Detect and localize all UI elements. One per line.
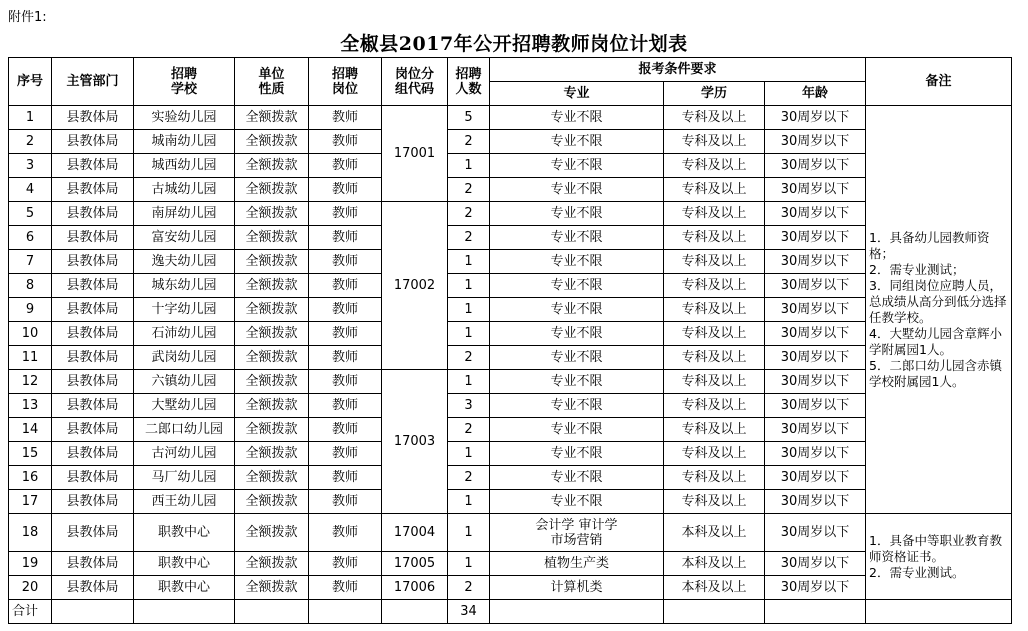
count-cell: 1 <box>448 274 490 298</box>
seq-cell: 12 <box>9 370 52 394</box>
count-cell: 1 <box>448 552 490 576</box>
school-cell: 城南幼儿园 <box>134 130 235 154</box>
school-cell: 职教中心 <box>134 552 235 576</box>
unit-type-cell: 全额拨款 <box>235 154 309 178</box>
age-cell: 30周岁以下 <box>765 418 866 442</box>
education-cell: 专科及以上 <box>664 322 765 346</box>
dept-cell: 县教体局 <box>52 298 134 322</box>
header-position: 招聘 岗位 <box>309 58 382 106</box>
dept-cell: 县教体局 <box>52 576 134 600</box>
age-cell: 30周岁以下 <box>765 226 866 250</box>
header-education: 学历 <box>664 82 765 106</box>
school-cell: 古河幼儿园 <box>134 442 235 466</box>
education-cell: 专科及以上 <box>664 490 765 514</box>
major-cell: 专业不限 <box>490 346 664 370</box>
age-cell: 30周岁以下 <box>765 130 866 154</box>
major-cell: 会计学 审计学 市场营销 <box>490 514 664 552</box>
unit-type-cell: 全额拨款 <box>235 274 309 298</box>
table-row <box>9 298 1012 322</box>
remark-line: 2．需专业测试； <box>869 261 965 277</box>
remark-line: 4．大墅幼儿园含章辉小学附属园1人。 <box>869 325 1002 357</box>
count-cell: 1 <box>448 154 490 178</box>
remark-line: 1．具备幼儿园教师资格； <box>869 229 990 261</box>
education-cell: 本科及以上 <box>664 514 765 552</box>
seq-cell: 15 <box>9 442 52 466</box>
dept-cell: 县教体局 <box>52 370 134 394</box>
education-cell: 本科及以上 <box>664 576 765 600</box>
count-cell: 3 <box>448 394 490 418</box>
remark-line: 2．需专业测试。 <box>869 564 965 580</box>
unit-type-cell: 全额拨款 <box>235 466 309 490</box>
seq-cell: 18 <box>9 514 52 552</box>
position-cell: 教师 <box>309 490 382 514</box>
seq-cell: 11 <box>9 346 52 370</box>
major-cell: 计算机类 <box>490 576 664 600</box>
unit-type-cell: 全额拨款 <box>235 202 309 226</box>
header-remarks: 备注 <box>866 58 1012 106</box>
header-count: 招聘 人数 <box>448 58 490 106</box>
seq-cell: 20 <box>9 576 52 600</box>
major-cell: 专业不限 <box>490 154 664 178</box>
table-row <box>9 202 1012 226</box>
school-cell: 职教中心 <box>134 514 235 552</box>
major-cell: 专业不限 <box>490 298 664 322</box>
empty-cell <box>52 600 134 624</box>
age-cell: 30周岁以下 <box>765 442 866 466</box>
school-cell: 大墅幼儿园 <box>134 394 235 418</box>
major-cell: 专业不限 <box>490 466 664 490</box>
recruitment-plan-table <box>8 57 1012 624</box>
position-cell: 教师 <box>309 418 382 442</box>
count-cell: 2 <box>448 130 490 154</box>
age-cell: 30周岁以下 <box>765 274 866 298</box>
age-cell: 30周岁以下 <box>765 346 866 370</box>
table-row <box>9 370 1012 394</box>
unit-type-cell: 全额拨款 <box>235 552 309 576</box>
remarks-vocational-cell <box>866 514 1012 600</box>
position-cell: 教师 <box>309 514 382 552</box>
count-cell: 1 <box>448 514 490 552</box>
age-cell: 30周岁以下 <box>765 178 866 202</box>
empty-cell <box>866 600 1012 624</box>
count-cell: 1 <box>448 298 490 322</box>
dept-cell: 县教体局 <box>52 274 134 298</box>
position-cell: 教师 <box>309 298 382 322</box>
unit-type-cell: 全额拨款 <box>235 106 309 130</box>
major-cell: 专业不限 <box>490 178 664 202</box>
remark-line: 3．同组岗位应聘人员，总成绩从高分到低分选择任教学校。 <box>869 277 1007 325</box>
unit-type-cell: 全额拨款 <box>235 442 309 466</box>
major-cell: 植物生产类 <box>490 552 664 576</box>
table-body <box>9 106 1012 624</box>
group-code-cell: 17002 <box>382 202 448 370</box>
attachment-label: 附件1: <box>8 10 47 25</box>
age-cell: 30周岁以下 <box>765 322 866 346</box>
education-cell: 本科及以上 <box>664 552 765 576</box>
position-cell: 教师 <box>309 466 382 490</box>
seq-cell: 1 <box>9 106 52 130</box>
header-dept: 主管部门 <box>52 58 134 106</box>
education-cell: 专科及以上 <box>664 202 765 226</box>
page-title: 全椒县2017年公开招聘教师岗位计划表 <box>340 33 688 55</box>
dept-cell: 县教体局 <box>52 226 134 250</box>
unit-type-cell: 全额拨款 <box>235 514 309 552</box>
dept-cell: 县教体局 <box>52 552 134 576</box>
total-row <box>9 600 1012 624</box>
seq-cell: 13 <box>9 394 52 418</box>
school-cell: 古城幼儿园 <box>134 178 235 202</box>
major-cell: 专业不限 <box>490 322 664 346</box>
count-cell: 1 <box>448 322 490 346</box>
position-cell: 教师 <box>309 370 382 394</box>
table-row <box>9 130 1012 154</box>
count-cell: 2 <box>448 466 490 490</box>
unit-type-cell: 全额拨款 <box>235 394 309 418</box>
seq-cell: 16 <box>9 466 52 490</box>
age-cell: 30周岁以下 <box>765 394 866 418</box>
count-cell: 1 <box>448 250 490 274</box>
table-row <box>9 274 1012 298</box>
table-row <box>9 552 1012 576</box>
unit-type-cell: 全额拨款 <box>235 130 309 154</box>
seq-cell: 17 <box>9 490 52 514</box>
education-cell: 专科及以上 <box>664 466 765 490</box>
school-cell: 南屏幼儿园 <box>134 202 235 226</box>
dept-cell: 县教体局 <box>52 466 134 490</box>
major-cell: 专业不限 <box>490 250 664 274</box>
count-cell: 2 <box>448 576 490 600</box>
group-code-cell: 17005 <box>382 552 448 576</box>
unit-type-cell: 全额拨款 <box>235 226 309 250</box>
unit-type-cell: 全额拨款 <box>235 298 309 322</box>
major-cell: 专业不限 <box>490 418 664 442</box>
header-school: 招聘 学校 <box>134 58 235 106</box>
table-row <box>9 442 1012 466</box>
education-cell: 专科及以上 <box>664 298 765 322</box>
dept-cell: 县教体局 <box>52 106 134 130</box>
major-cell: 专业不限 <box>490 274 664 298</box>
empty-cell <box>309 600 382 624</box>
remarks-kindergarten-cell <box>866 106 1012 514</box>
empty-cell <box>664 600 765 624</box>
age-cell: 30周岁以下 <box>765 250 866 274</box>
unit-type-cell: 全额拨款 <box>235 576 309 600</box>
education-cell: 专科及以上 <box>664 418 765 442</box>
table-row <box>9 514 1012 552</box>
age-cell: 30周岁以下 <box>765 576 866 600</box>
dept-cell: 县教体局 <box>52 514 134 552</box>
dept-cell: 县教体局 <box>52 490 134 514</box>
education-cell: 专科及以上 <box>664 106 765 130</box>
dept-cell: 县教体局 <box>52 322 134 346</box>
position-cell: 教师 <box>309 552 382 576</box>
seq-cell: 2 <box>9 130 52 154</box>
school-cell: 城西幼儿园 <box>134 154 235 178</box>
education-cell: 专科及以上 <box>664 394 765 418</box>
age-cell: 30周岁以下 <box>765 154 866 178</box>
position-cell: 教师 <box>309 394 382 418</box>
position-cell: 教师 <box>309 346 382 370</box>
age-cell: 30周岁以下 <box>765 370 866 394</box>
count-cell: 1 <box>448 442 490 466</box>
group-code-cell: 17004 <box>382 514 448 552</box>
major-cell: 专业不限 <box>490 490 664 514</box>
age-cell: 30周岁以下 <box>765 490 866 514</box>
seq-cell: 5 <box>9 202 52 226</box>
count-cell: 1 <box>448 370 490 394</box>
major-cell: 专业不限 <box>490 130 664 154</box>
empty-cell <box>765 600 866 624</box>
seq-cell: 10 <box>9 322 52 346</box>
seq-cell: 4 <box>9 178 52 202</box>
count-cell: 5 <box>448 106 490 130</box>
major-cell: 专业不限 <box>490 394 664 418</box>
education-cell: 专科及以上 <box>664 370 765 394</box>
header-seq: 序号 <box>9 58 52 106</box>
major-cell: 专业不限 <box>490 202 664 226</box>
unit-type-cell: 全额拨款 <box>235 250 309 274</box>
school-cell: 实验幼儿园 <box>134 106 235 130</box>
table-row <box>9 322 1012 346</box>
header-major: 专业 <box>490 82 664 106</box>
table-row <box>9 106 1012 130</box>
table-row <box>9 178 1012 202</box>
age-cell: 30周岁以下 <box>765 202 866 226</box>
table-row <box>9 466 1012 490</box>
dept-cell: 县教体局 <box>52 250 134 274</box>
dept-cell: 县教体局 <box>52 154 134 178</box>
position-cell: 教师 <box>309 576 382 600</box>
school-cell: 石沛幼儿园 <box>134 322 235 346</box>
table-row <box>9 490 1012 514</box>
count-cell: 2 <box>448 418 490 442</box>
remark-line: 5．二郎口幼儿园含赤镇学校附属园1人。 <box>869 357 1002 389</box>
unit-type-cell: 全额拨款 <box>235 370 309 394</box>
empty-cell <box>134 600 235 624</box>
count-cell: 2 <box>448 202 490 226</box>
table-row <box>9 394 1012 418</box>
unit-type-cell: 全额拨款 <box>235 490 309 514</box>
education-cell: 专科及以上 <box>664 346 765 370</box>
education-cell: 专科及以上 <box>664 274 765 298</box>
major-cell: 专业不限 <box>490 370 664 394</box>
school-cell: 逸夫幼儿园 <box>134 250 235 274</box>
school-cell: 十字幼儿园 <box>134 298 235 322</box>
position-cell: 教师 <box>309 154 382 178</box>
age-cell: 30周岁以下 <box>765 298 866 322</box>
position-cell: 教师 <box>309 178 382 202</box>
education-cell: 专科及以上 <box>664 178 765 202</box>
unit-type-cell: 全额拨款 <box>235 418 309 442</box>
position-cell: 教师 <box>309 274 382 298</box>
position-cell: 教师 <box>309 202 382 226</box>
table-row <box>9 418 1012 442</box>
total-count: 34 <box>448 600 490 624</box>
dept-cell: 县教体局 <box>52 178 134 202</box>
seq-cell: 14 <box>9 418 52 442</box>
school-cell: 西王幼儿园 <box>134 490 235 514</box>
header-requirements: 报考条件要求 <box>490 58 866 82</box>
table-row <box>9 226 1012 250</box>
major-cell: 专业不限 <box>490 442 664 466</box>
empty-cell <box>235 600 309 624</box>
dept-cell: 县教体局 <box>52 442 134 466</box>
school-cell: 马厂幼儿园 <box>134 466 235 490</box>
position-cell: 教师 <box>309 442 382 466</box>
education-cell: 专科及以上 <box>664 250 765 274</box>
school-cell: 武岗幼儿园 <box>134 346 235 370</box>
count-cell: 2 <box>448 178 490 202</box>
header-age: 年龄 <box>765 82 866 106</box>
major-cell: 专业不限 <box>490 226 664 250</box>
age-cell: 30周岁以下 <box>765 106 866 130</box>
dept-cell: 县教体局 <box>52 346 134 370</box>
seq-cell: 7 <box>9 250 52 274</box>
total-label: 合计 <box>9 600 52 624</box>
dept-cell: 县教体局 <box>52 202 134 226</box>
seq-cell: 3 <box>9 154 52 178</box>
table-row <box>9 576 1012 600</box>
table-row <box>9 346 1012 370</box>
unit-type-cell: 全额拨款 <box>235 346 309 370</box>
school-cell: 二郎口幼儿园 <box>134 418 235 442</box>
position-cell: 教师 <box>309 250 382 274</box>
position-cell: 教师 <box>309 130 382 154</box>
age-cell: 30周岁以下 <box>765 514 866 552</box>
table-row <box>9 250 1012 274</box>
count-cell: 1 <box>448 490 490 514</box>
count-cell: 2 <box>448 226 490 250</box>
empty-cell <box>490 600 664 624</box>
seq-cell: 19 <box>9 552 52 576</box>
seq-cell: 8 <box>9 274 52 298</box>
position-cell: 教师 <box>309 226 382 250</box>
school-cell: 富安幼儿园 <box>134 226 235 250</box>
dept-cell: 县教体局 <box>52 130 134 154</box>
seq-cell: 9 <box>9 298 52 322</box>
unit-type-cell: 全额拨款 <box>235 178 309 202</box>
position-cell: 教师 <box>309 106 382 130</box>
education-cell: 专科及以上 <box>664 130 765 154</box>
header-unit-type: 单位 性质 <box>235 58 309 106</box>
school-cell: 六镇幼儿园 <box>134 370 235 394</box>
school-cell: 职教中心 <box>134 576 235 600</box>
school-cell: 城东幼儿园 <box>134 274 235 298</box>
education-cell: 专科及以上 <box>664 154 765 178</box>
group-code-cell: 17006 <box>382 576 448 600</box>
remark-line: 1．具备中等职业教育教师资格证书。 <box>869 532 1002 564</box>
education-cell: 专科及以上 <box>664 442 765 466</box>
table-row <box>9 154 1012 178</box>
group-code-cell: 17003 <box>382 370 448 514</box>
position-cell: 教师 <box>309 322 382 346</box>
age-cell: 30周岁以下 <box>765 552 866 576</box>
unit-type-cell: 全额拨款 <box>235 322 309 346</box>
header-group-code: 岗位分 组代码 <box>382 58 448 106</box>
seq-cell: 6 <box>9 226 52 250</box>
group-code-cell: 17001 <box>382 106 448 202</box>
count-cell: 2 <box>448 346 490 370</box>
education-cell: 专科及以上 <box>664 226 765 250</box>
dept-cell: 县教体局 <box>52 394 134 418</box>
empty-cell <box>382 600 448 624</box>
major-cell: 专业不限 <box>490 106 664 130</box>
age-cell: 30周岁以下 <box>765 466 866 490</box>
dept-cell: 县教体局 <box>52 418 134 442</box>
